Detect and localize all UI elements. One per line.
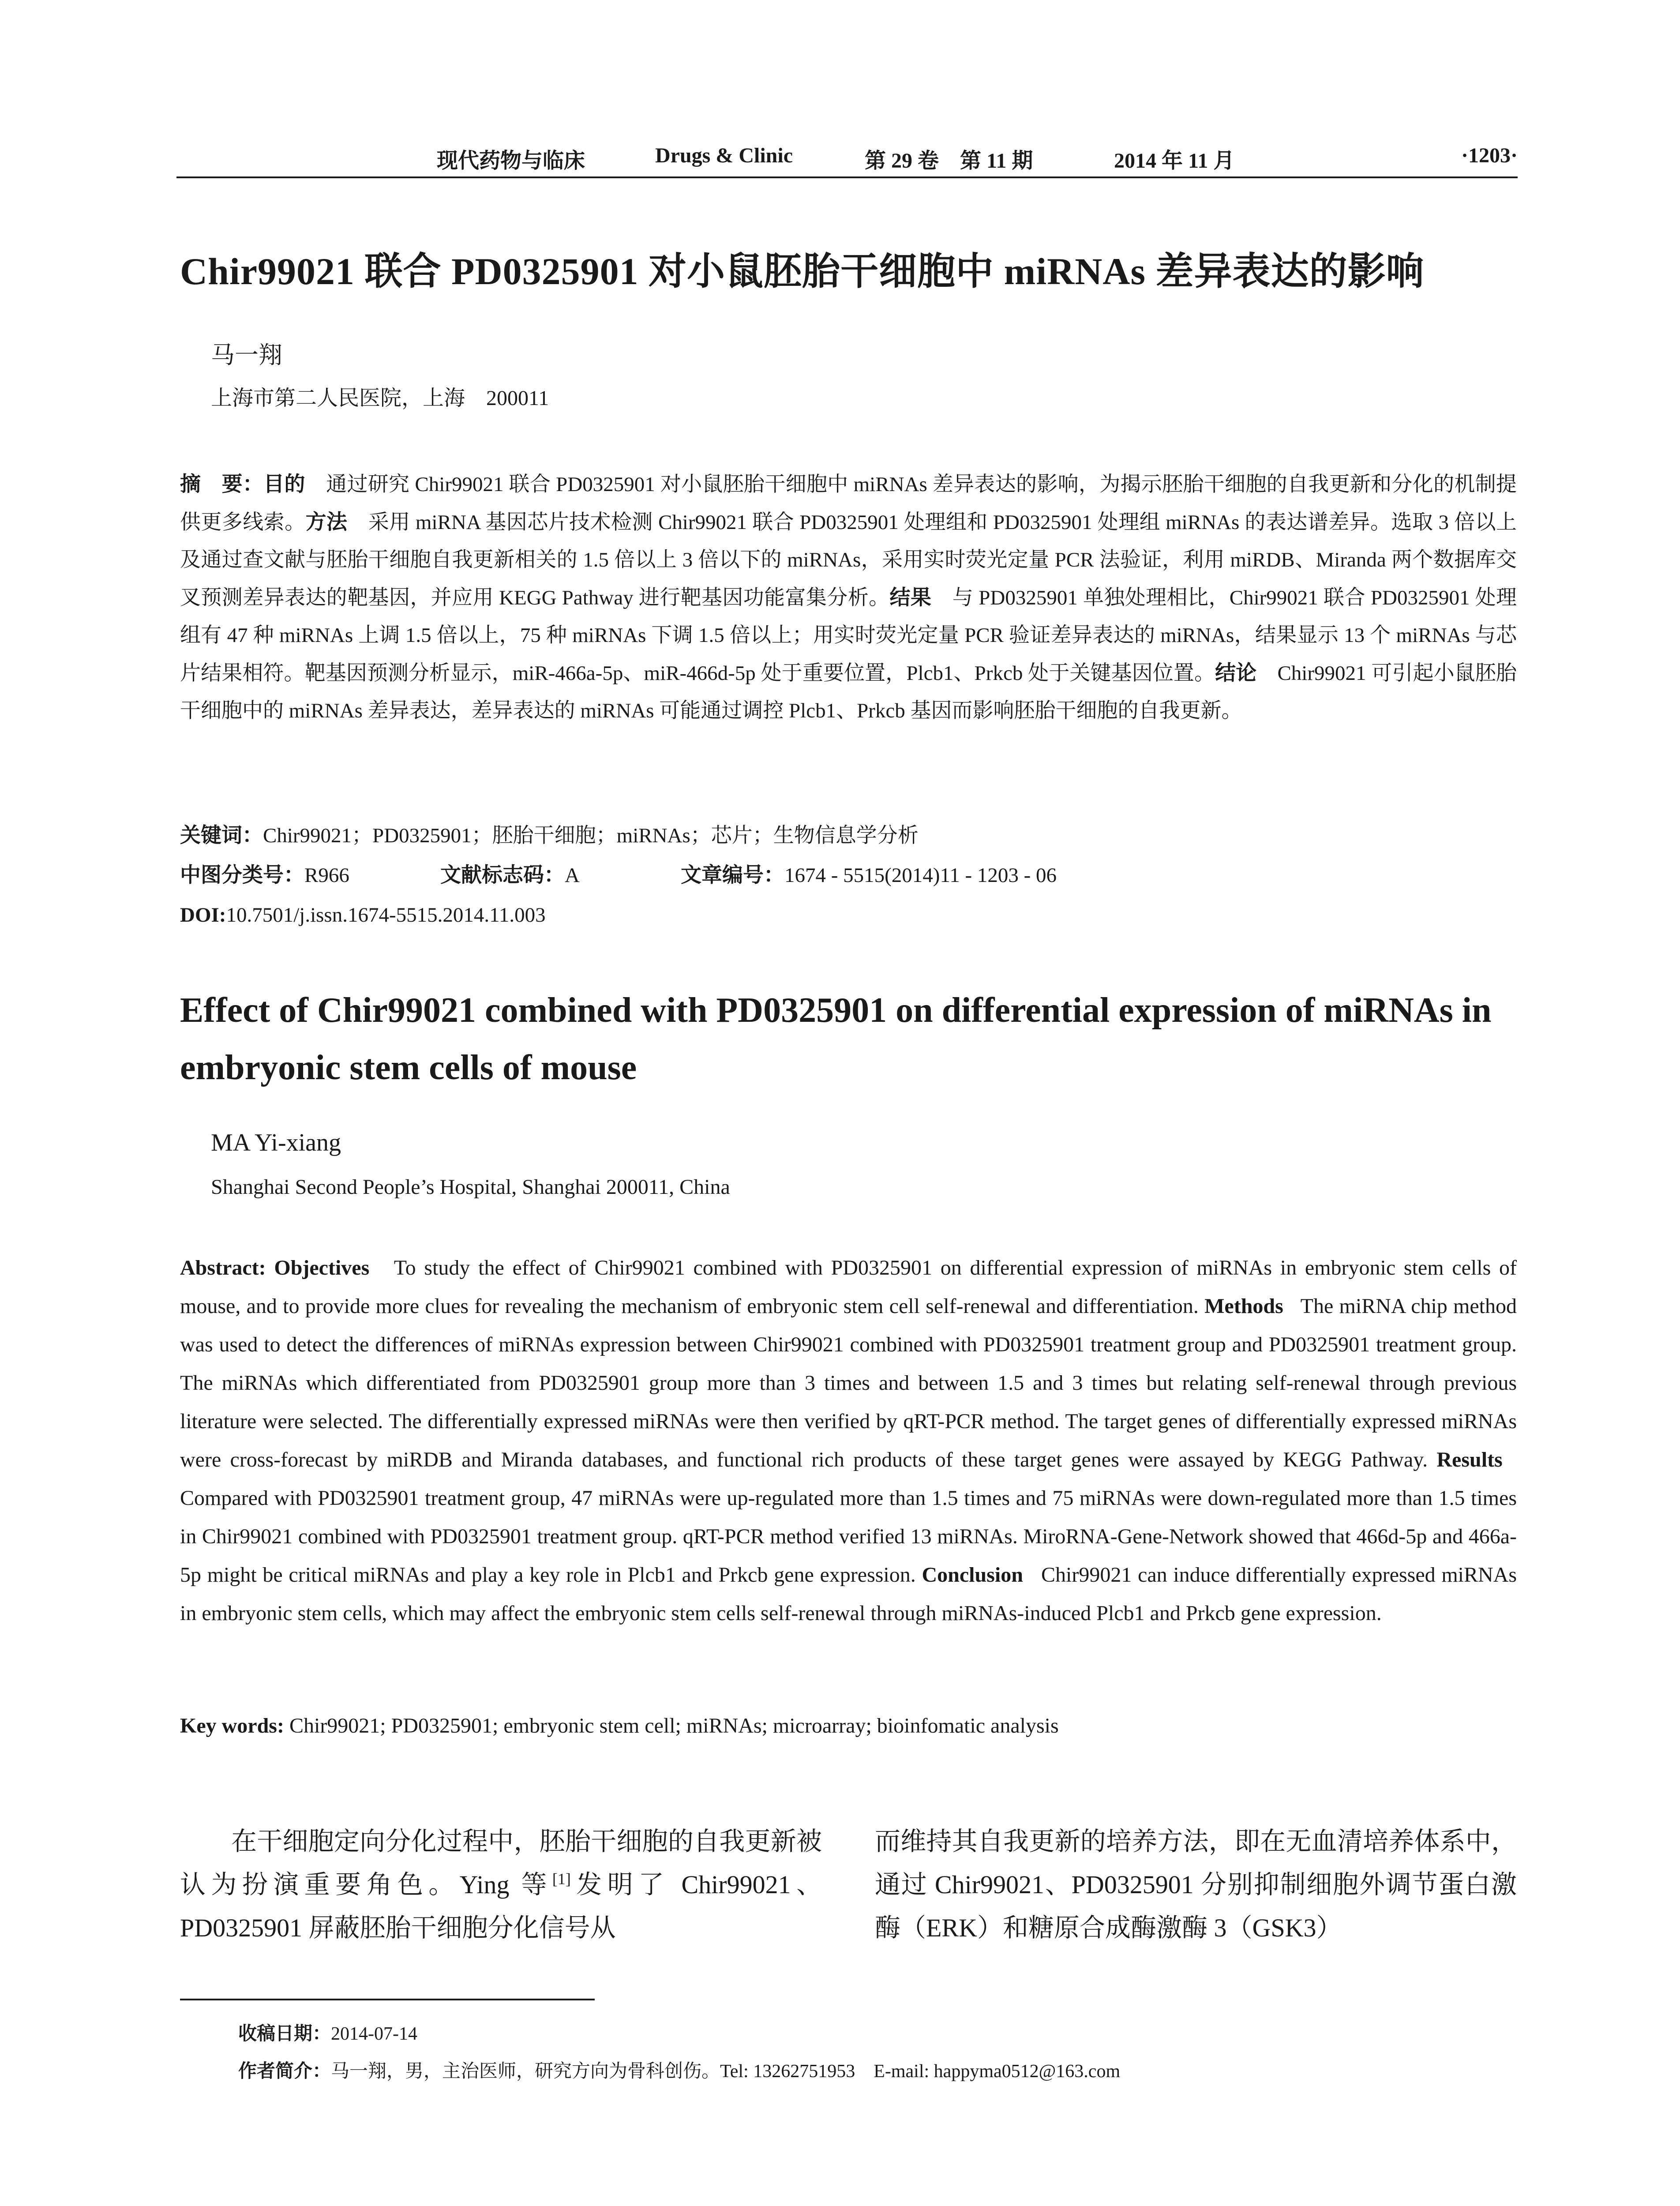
author-bio-label: 作者简介： (238, 2060, 331, 2082)
doc-code-label: 文献标志码： (440, 863, 565, 887)
keywords-cn (180, 822, 1517, 850)
keywords-label-en: Key words: (180, 1714, 289, 1737)
body-column-left (180, 1820, 822, 1950)
doi-line (180, 901, 1517, 929)
objectives-label-en: Objectives (274, 1256, 370, 1279)
received-label: 收稿日期： (238, 2022, 331, 2044)
doi-label: DOI: (180, 904, 226, 927)
classification-line (180, 861, 1517, 889)
header-rule (176, 176, 1518, 178)
article-no-field (681, 861, 1057, 889)
results-text-en: Compared with PD0325901 treatment group, 47 miRNAs were up-regulated more than 1.5 times and 75 miRNAs were down-regulated more than 1.5 times in Chir99021 combined with PD0325901 treatment group. qRT-PCR method verified 13 miRNAs. MiroRNA-Gene-Network showed that 466d-5p and 466a-5p might be critical miRNAs and play a key role in Plcb1 and Prkcb gene expression. (180, 1486, 1517, 1587)
clc-value: R966 (304, 864, 349, 887)
doi-value[interactable]: 10.7501/j.issn.1674-5515.2014.11.003 (226, 904, 546, 927)
keywords-value-en: Chir99021; PD0325901; embryonic stem cell; miRNAs; microarray; bioinfomatic analysis (289, 1714, 1059, 1737)
results-label-cn: 结果 (889, 585, 932, 610)
clc-label: 中图分类号： (180, 863, 304, 887)
citation-ref[interactable]: [1] (552, 1870, 571, 1888)
page-number: ·1203· (1461, 144, 1518, 167)
article-title-en: Effect of Chir99021 combined with PD0325901 on differential expression of miRNAs in embryonic stem cells of mouse (180, 991, 1492, 1087)
methods-text-cn: 采用 miRNA 基因芯片技术检测 Chir99021 联合 PD0325901 处理组和 PD0325901 处理组 miRNAs 的表达谱差异。选取 3 倍以上及通过查文献与胚胎干细胞自我更新相关的 1.5 倍以上 3 倍以下的 miRNAs，采用实时荧光定量 PCR 法验证，利用 miRDB、Miranda 两个数据库交叉预测差异表达的靶基因，并应用 KEGG Pathway 进行靶基因功能富集分析。 (180, 511, 1517, 609)
abstract-cn (180, 465, 1517, 730)
conclusion-label-cn: 结论 (1215, 661, 1257, 685)
body-left-text-post: 发明了 Chir99021、PD0325901 屏蔽胚胎干细胞分化信号从 (180, 1870, 822, 1942)
body-column-right: 而维持其自我更新的培养方法，即在无血清培养体系中，通过 Chir99021、PD0325901 分别抑制细胞外调节蛋白激酶（ERK）和糖原合成酶激酶 3（GSK3） (875, 1827, 1517, 1942)
footnote-received (238, 2021, 417, 2047)
article-title-cn: Chir99021 联合 PD0325901 对小鼠胚胎干细胞中 miRNAs 差异表达的影响 (180, 250, 1425, 293)
footnote-author-bio (238, 2058, 1120, 2084)
keywords-value-cn: Chir99021；PD0325901；胚胎干细胞；miRNAs；芯片；生物信息学分析 (263, 824, 919, 847)
running-header (176, 143, 1518, 174)
abstract-label-en: Abstract: (180, 1256, 274, 1279)
author-name-cn: 马一翔 (211, 342, 282, 368)
conclusion-text-cn: Chir99021 可引起小鼠胚胎干细胞中的 miRNAs 差异表达，差异表达的 miRNAs 可能通过调控 Plcb1、Prkcb 基因而影响胚胎干细胞的自我更新。 (180, 662, 1517, 722)
received-date: 2014-07-14 (331, 2024, 417, 2044)
conclusion-label-en: Conclusion (922, 1563, 1023, 1587)
objective-text-cn: 通过研究 Chir99021 联合 PD0325901 对小鼠胚胎干细胞中 miRNAs 差异表达的影响，为揭示胚胎干细胞的自我更新和分化的机制提供更多线索。 (180, 473, 1517, 534)
journal-name-cn: 现代药物与临床 (437, 149, 585, 173)
methods-label-cn: 方法 (305, 510, 348, 534)
doc-code-value: A (565, 864, 580, 887)
results-label-en: Results (1436, 1448, 1503, 1471)
keywords-label-cn: 关键词： (180, 823, 263, 848)
issue-date: 2014 年 11 月 (1114, 149, 1235, 173)
volume-issue: 第 29 卷 第 11 期 (865, 149, 1033, 173)
methods-text-en: The miRNA chip method was used to detect the differences of miRNAs expression between Chir99021 combined with PD0325901 treatment group and PD0325901 treatment group. The miRNAs which differentiated from PD0325901 group more than 3 times and between 1.5 and 3 times but relating self-renewal through previous literature were selected. The differentially expressed miRNAs were then verified by qRT-PCR method. The target genes of differentially expressed miRNAs were cross-forecast by miRDB and Miranda databases, and functional rich products of these target genes were assayed by KEGG Pathway. (180, 1294, 1517, 1471)
objective-label-cn: 目的 (263, 472, 305, 496)
abstract-en (180, 1249, 1517, 1632)
doc-code-field (440, 861, 681, 889)
results-text-cn: 与 PD0325901 单独处理相比，Chir99021 联合 PD0325901 处理组有 47 种 miRNAs 上调 1.5 倍以上，75 种 miRNAs 下调 1.5 倍以上；用实时荧光定量 PCR 验证差异表达的 miRNAs，结果显示 13 个 miRNAs 与芯片结果相符。靶基因预测分析显示，miR-466a-5p、miR-466d-5p 处于重要位置，Plcb1、Prkcb 处于关键基因位置。 (180, 586, 1517, 685)
affiliation-cn: 上海市第二人民医院，上海 200011 (211, 386, 549, 410)
affiliation-en: Shanghai Second People’s Hospital, Shanghai 200011, China (211, 1175, 730, 1199)
clc-field (180, 861, 440, 889)
article-no-label: 文章编号： (681, 863, 784, 887)
body-left-text-pre: 在干细胞定向分化过程中，胚胎干细胞的自我更新被认为扮演重要角色。Ying 等 (180, 1827, 822, 1899)
conclusion-text-en: Chir99021 can induce differentially expressed miRNAs in embryonic stem cells, which may affect the embryonic stem cells self-renewal through miRNAs-induced Plcb1 and Prkcb gene expression. (180, 1563, 1517, 1625)
footnote-rule (180, 1999, 595, 2000)
keywords-en (180, 1712, 1517, 1740)
author-bio-text: 马一翔，男，主治医师，研究方向为骨科创伤。Tel: 13262751953 E-mail: happyma0512@163.com (331, 2061, 1121, 2082)
article-no-value: 1674 - 5515(2014)11 - 1203 - 06 (784, 864, 1057, 887)
author-name-en: MA Yi-xiang (211, 1129, 341, 1156)
abstract-label-cn: 摘 要： (180, 472, 264, 496)
objectives-text-en: To study the effect of Chir99021 combined with PD0325901 on differential expression of miRNAs in embryonic stem cells of mouse, and to provide more clues for revealing the mechanism of embryonic stem cell self-renewal and differentiation. (180, 1256, 1517, 1318)
journal-name-en: Drugs & Clinic (655, 144, 793, 167)
methods-label-en: Methods (1204, 1294, 1283, 1318)
